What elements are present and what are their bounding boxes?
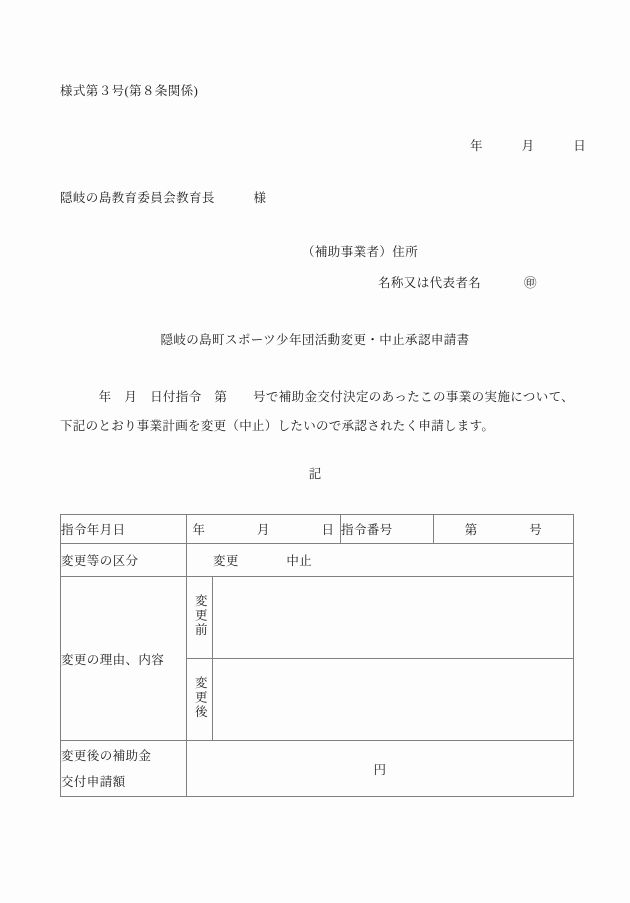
reason-before-label-cell (187, 577, 213, 659)
amount-label (61, 741, 187, 797)
application-table (60, 514, 574, 797)
order-date-label: 指令年月日 (61, 515, 187, 544)
table-row-amount (61, 741, 574, 797)
seal-icon: ㊞ (524, 276, 537, 290)
reason-after-label-cell (187, 659, 213, 741)
applicant-name-label: 名称又は代表者名 (378, 276, 482, 290)
applicant-address-label: （補助事業者）住所 (302, 245, 419, 259)
table-row-reason-before (61, 577, 574, 659)
category-label: 変更等の区分 (61, 544, 187, 577)
reason-before-label: 変更前 (193, 593, 208, 638)
category-option-change[interactable]: 変更 (213, 554, 239, 568)
date-line: 年 月 日 (470, 139, 587, 153)
ki-marker: 記 (308, 467, 322, 481)
table-row-order-date (61, 515, 574, 544)
order-number-value[interactable]: 第 号 (434, 515, 574, 544)
category-options (187, 544, 574, 577)
table-row-category (61, 544, 574, 577)
amount-value[interactable]: 円 (187, 741, 574, 797)
reason-before-value[interactable] (213, 577, 574, 659)
form-number: 様式第３号(第８条関係) (60, 84, 199, 98)
reason-after-value[interactable] (213, 659, 574, 741)
category-option-cancel[interactable]: 中止 (286, 554, 313, 568)
addressee-line: 隠岐の島教育委員会教育長 様 (60, 191, 267, 205)
reason-after-label: 変更後 (193, 675, 208, 720)
body-paragraph: 年 月 日付指令 第 号で補助金交付決定のあったこの事業の実施について、下記のとおり事業計画を変更（中止）したいので承認されたく申請します。 (60, 390, 574, 433)
reason-label: 変更の理由、内容 (61, 577, 187, 741)
document-title: 隠岐の島町スポーツ少年団活動変更・中止承認申請書 (160, 333, 470, 347)
order-number-label: 指令番号 (341, 515, 434, 544)
amount-label-line2: 交付申請額 (61, 774, 126, 789)
order-date-value[interactable]: 年 月 日 (187, 515, 341, 544)
amount-label-line1: 変更後の補助金 (61, 748, 152, 763)
